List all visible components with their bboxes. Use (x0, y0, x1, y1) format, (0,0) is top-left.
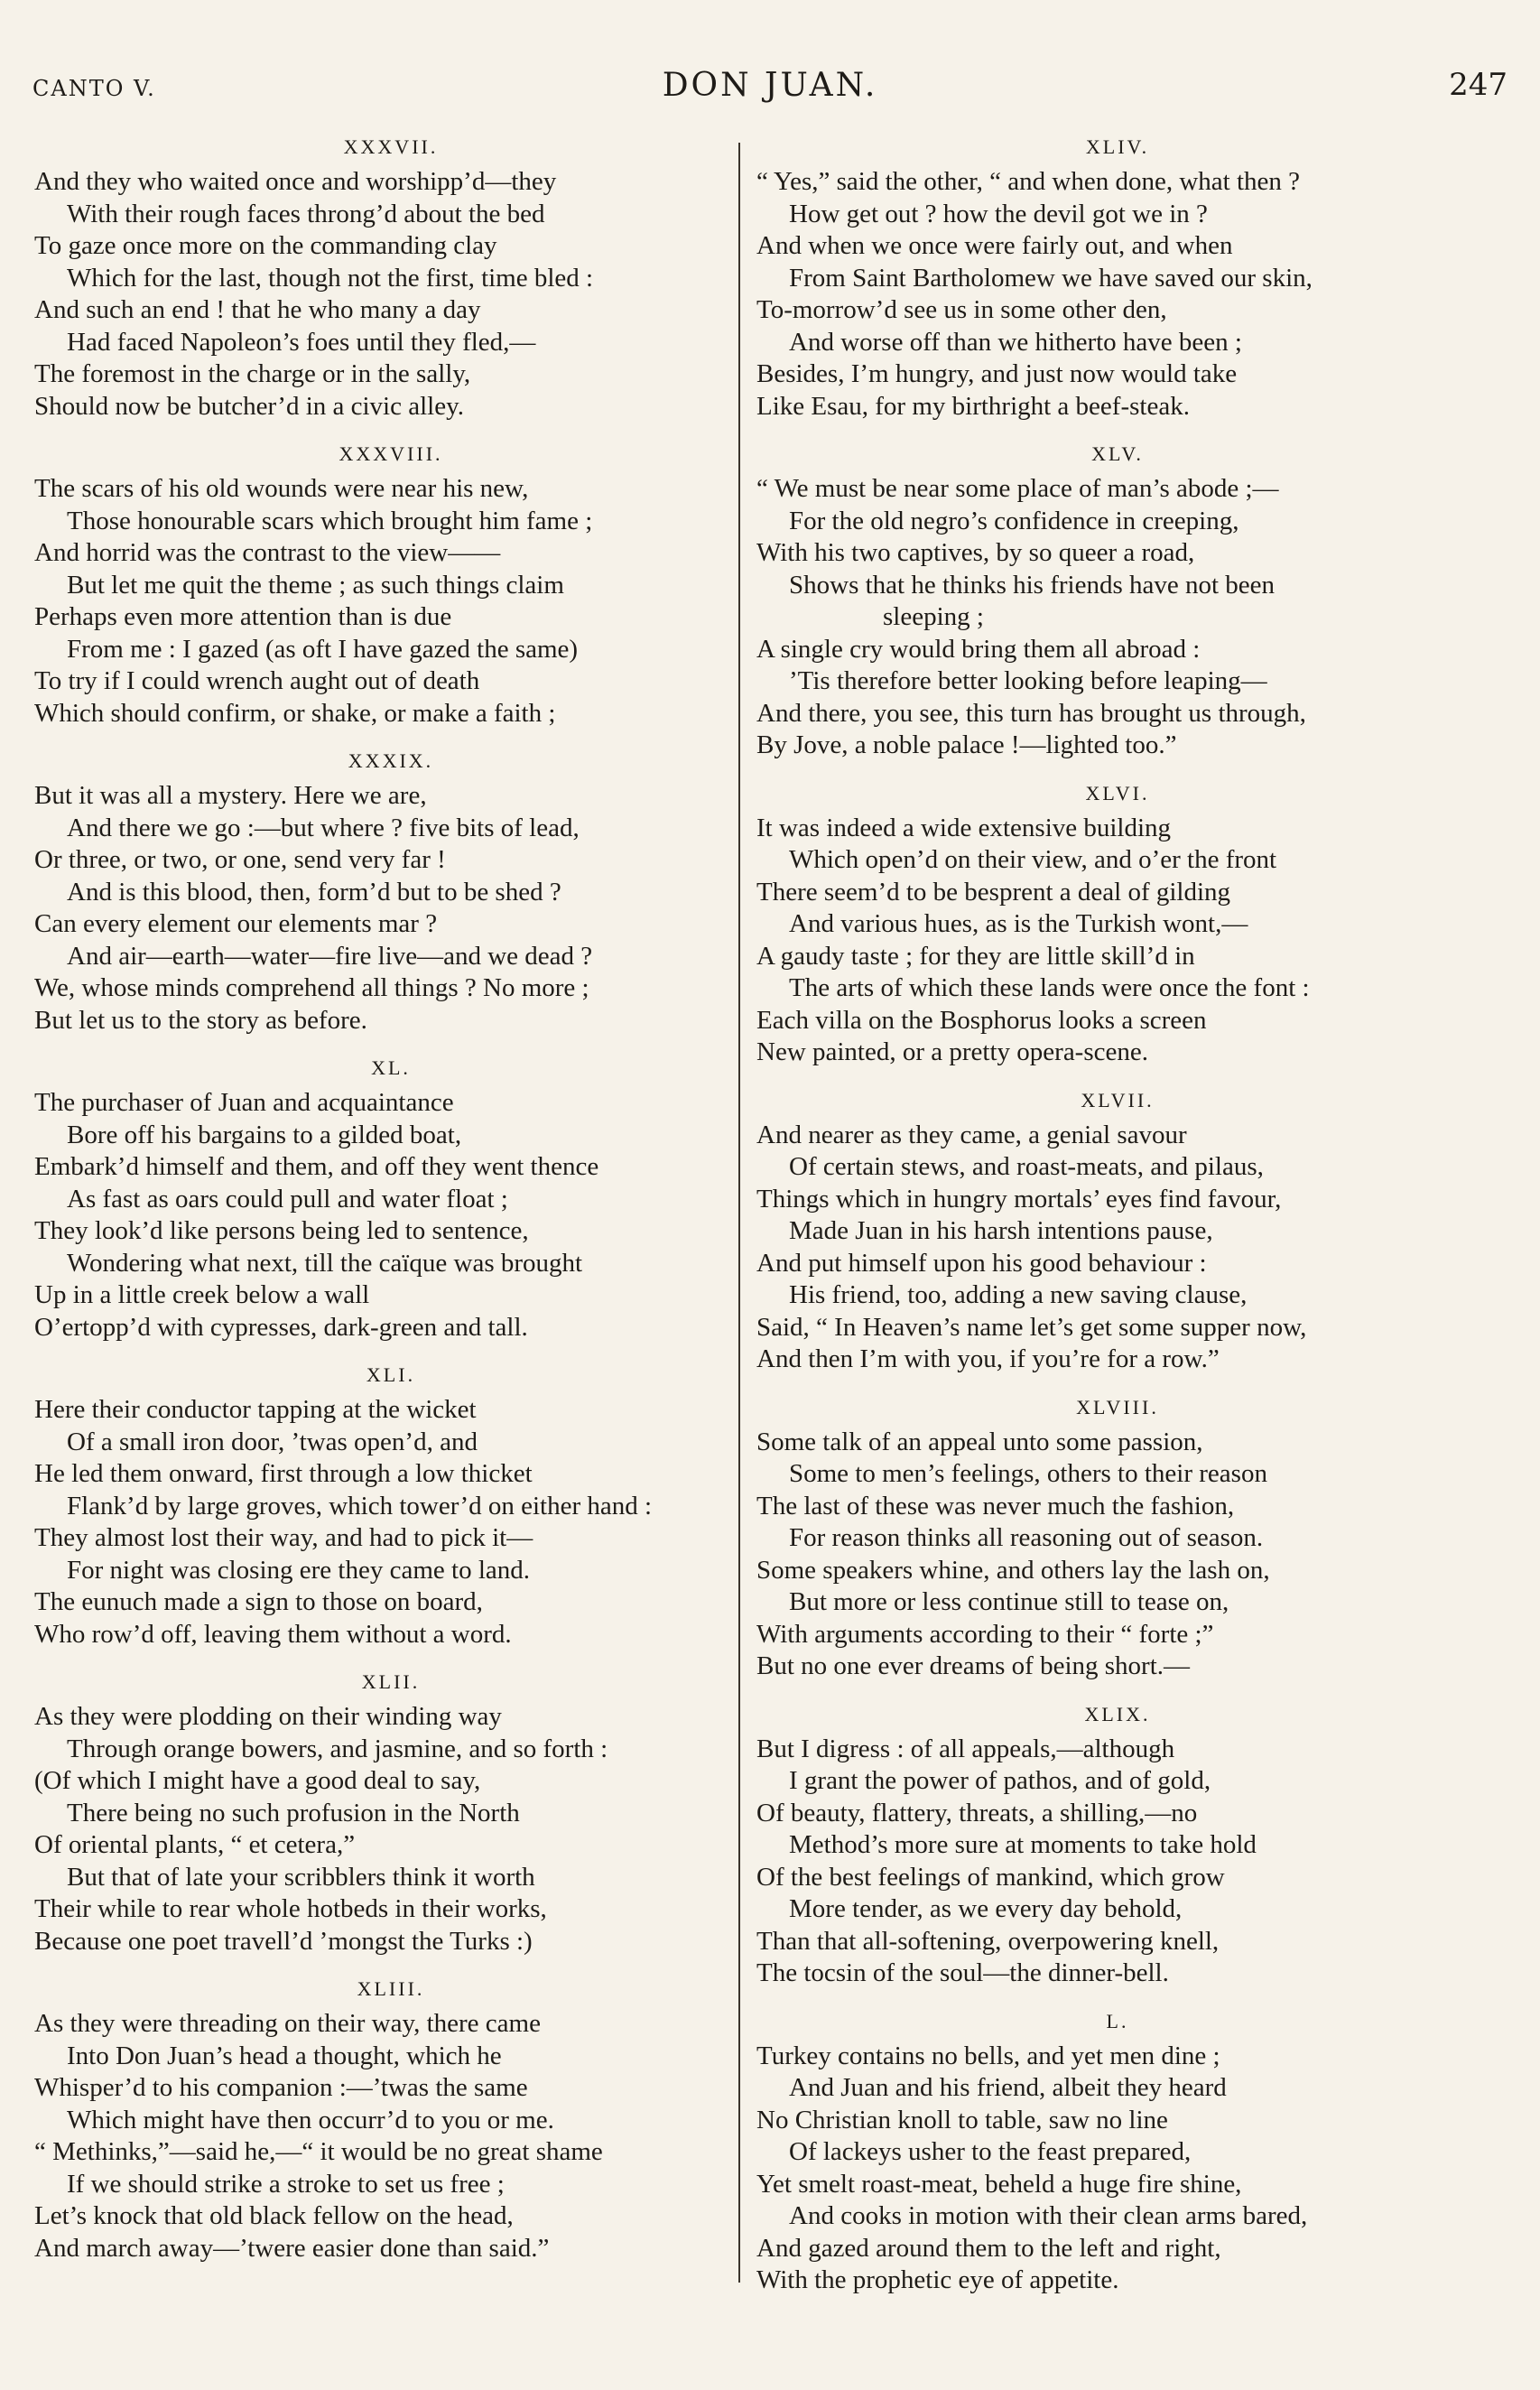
stanza (756, 1703, 1479, 1990)
verse-line: With the prophetic eye of appetite. (756, 2265, 1119, 2294)
verse-line: Had faced Napoleon’s foes until they fled,— (67, 327, 536, 357)
verse-line: I grant the power of pathos, and of gold, (789, 1766, 1211, 1795)
verse-line: But more or less continue still to tease on, (789, 1587, 1229, 1616)
verse-line: As fast as oars could pull and water float ; (67, 1184, 508, 1214)
verse-line: Said, “ In Heaven’s name let’s get some supper now, (756, 1312, 1307, 1342)
verse-line: The arts of which these lands were once the font : (789, 973, 1310, 1002)
verse-line: ’Tis therefore better looking before leaping— (789, 666, 1267, 695)
verse-line: But let us to the story as before. (34, 1005, 367, 1035)
verse-line: Of lackeys usher to the feast prepared, (789, 2137, 1192, 2166)
verse-line: Of the best feelings of mankind, which grow (756, 1862, 1225, 1892)
right-column (756, 135, 1479, 2317)
verse-line: Which open’d on their view, and o’er the front (789, 845, 1277, 874)
verse-line: But no one ever dreams of being short.— (756, 1651, 1191, 1680)
verse-line: The purchaser of Juan and acquaintance (34, 1088, 454, 1117)
stanza (34, 1670, 747, 1958)
verse-line: Should now be butcher’d in a civic alley. (34, 391, 464, 421)
verse-line: But let me quit the theme ; as such things claim (67, 570, 564, 600)
page-header (32, 65, 1508, 110)
verse-line: Can every element our elements mar ? (34, 909, 438, 938)
verse-line: Their while to rear whole hotbeds in their works, (34, 1894, 547, 1923)
verse-line: Bore off his bargains to a gilded boat, (67, 1120, 462, 1149)
verse-line: Some to men’s feelings, others to their reason (789, 1459, 1267, 1488)
verse-line: To try if I could wrench aught out of death (34, 666, 480, 695)
verse-line: No Christian knoll to table, saw no line (756, 2105, 1168, 2134)
verse-line: Into Don Juan’s head a thought, which he (67, 2041, 502, 2070)
verse-line: There being no such profusion in the North (67, 1798, 520, 1827)
verse-line: From Saint Bartholomew we have saved our skin, (789, 263, 1313, 293)
verse-line: If we should strike a stroke to set us free ; (67, 2169, 505, 2199)
verse-line: His friend, too, adding a new saving clause, (789, 1280, 1248, 1309)
verse-line: For night was closing ere they came to land. (67, 1555, 531, 1585)
verse-line: The eunuch made a sign to those on board, (34, 1587, 483, 1616)
stanza-numeral: XLVII. (1081, 1088, 1155, 1111)
stanza-numeral: XLVI. (1085, 781, 1150, 804)
verse-line: Here their conductor tapping at the wicket (34, 1395, 477, 1424)
verse-line: Let’s knock that old black fellow on the head, (34, 2201, 514, 2230)
verse-line: “ We must be near some place of man’s abode ;— (756, 474, 1279, 503)
verse-line: And when we once were fairly out, and when (756, 231, 1233, 260)
verse-line: Method’s more sure at moments to take hold (789, 1830, 1257, 1859)
verse-line: O’ertopp’d with cypresses, dark-green and tall. (34, 1312, 528, 1342)
stanza-numeral: XLII. (361, 1670, 421, 1693)
verse-line: To-morrow’d see us in some other den, (756, 295, 1167, 324)
verse-line: sleeping ; (883, 602, 984, 631)
verse-line: The last of these was never much the fashion, (756, 1491, 1235, 1520)
verse-line: To gaze once more on the commanding clay (34, 231, 497, 260)
verse-line: Each villa on the Bosphorus looks a screen (756, 1005, 1207, 1035)
stanza-numeral: XXXVII. (343, 135, 439, 158)
verse-line: The foremost in the charge or in the sally, (34, 359, 471, 388)
verse-line: And nearer as they came, a genial savour (756, 1120, 1187, 1149)
verse-line: With their rough faces throng’d about the bed (67, 199, 545, 228)
verse-line: And they who waited once and worshipp’d—they (34, 167, 557, 196)
verse-line: But that of late your scribblers think it worth (67, 1862, 535, 1892)
verse-line: Than that all-softening, overpowering knell, (756, 1926, 1220, 1956)
verse-line: Which should confirm, or shake, or make a faith ; (34, 698, 556, 728)
stanza-numeral: XLIV. (1085, 135, 1150, 158)
verse-line: Like Esau, for my birthright a beef-steak. (756, 391, 1190, 421)
stanza-numeral: XLIII. (357, 1977, 425, 2000)
verse-line: Besides, I’m hungry, and just now would take (756, 359, 1238, 388)
verse-line: We, whose minds comprehend all things ? No more ; (34, 973, 589, 1002)
verse-line: Of certain stews, and roast-meats, and pilaus, (789, 1152, 1264, 1181)
stanza (34, 1977, 747, 2264)
stanza (34, 135, 747, 423)
stanza-numeral: XXXIX. (348, 749, 434, 772)
verse-line: “ Yes,” said the other, “ and when done, what then ? (756, 167, 1301, 196)
verse-line: Wondering what next, till the caïque was brought (67, 1248, 583, 1278)
verse-line: The tocsin of the soul—the dinner-bell. (756, 1958, 1169, 1987)
verse-line: And cooks in motion with their clean arms bared, (789, 2201, 1308, 2230)
stanza (756, 135, 1479, 423)
verse-line: Because one poet travell’d ’mongst the Turks :) (34, 1926, 533, 1956)
verse-line: And there we go :—but where ? five bits of lead, (67, 813, 580, 842)
verse-line: Of beauty, flattery, threats, a shilling,—no (756, 1798, 1198, 1827)
canto-label: CANTO V. (32, 76, 156, 101)
stanza-numeral: XLIX. (1084, 1702, 1151, 1725)
stanza-numeral: L. (1106, 2009, 1129, 2032)
verse-line: And various hues, as is the Turkish wont,— (789, 909, 1248, 938)
verse-line: With arguments according to their “ forte ;” (756, 1619, 1214, 1649)
verse-line: As they were threading on their way, there came (34, 2009, 541, 2038)
verse-line: With his two captives, by so queer a road, (756, 538, 1195, 567)
stanza (756, 782, 1479, 1069)
verse-line: And march away—’twere easier done than said.” (34, 2233, 550, 2263)
verse-line: And gazed around them to the left and right, (756, 2233, 1221, 2263)
verse-line: And horrid was the contrast to the view—— (34, 538, 501, 567)
verse-line: There seem’d to be besprent a deal of gilding (756, 877, 1231, 907)
verse-line: Made Juan in his harsh intentions pause, (789, 1216, 1213, 1245)
page-number: 247 (1449, 67, 1508, 103)
verse-line: “ Methinks,”—said he,—“ it would be no great shame (34, 2137, 603, 2166)
verse-line: They almost lost their way, and had to pick it— (34, 1523, 533, 1552)
stanza (34, 749, 747, 1037)
verse-line: And there, you see, this turn has brought us through, (756, 698, 1306, 728)
verse-line: For reason thinks all reasoning out of season. (789, 1523, 1264, 1552)
verse-line: Of a small iron door, ’twas open’d, and (67, 1427, 478, 1456)
verse-line: And put himself upon his good behaviour : (756, 1248, 1207, 1278)
stanza (756, 2010, 1479, 2297)
verse-line: Of oriental plants, “ et cetera,” (34, 1830, 356, 1859)
running-title: DON JUAN. (662, 67, 878, 104)
verse-line: For the old negro’s confidence in creeping, (789, 506, 1239, 535)
verse-line: As they were plodding on their winding way (34, 1702, 502, 1731)
verse-line: And such an end ! that he who many a day (34, 295, 481, 324)
verse-line: Those honourable scars which brought him fame ; (67, 506, 593, 535)
verse-line: Which might have then occurr’d to you or me. (67, 2105, 554, 2134)
verse-line: Flank’d by large groves, which tower’d on either hand : (67, 1491, 653, 1520)
stanza (34, 1363, 747, 1651)
verse-line: Shows that he thinks his friends have not been (789, 570, 1276, 600)
verse-line: Who row’d off, leaving them without a word. (34, 1619, 512, 1649)
verse-line: Turkey contains no bells, and yet men dine ; (756, 2041, 1220, 2070)
stanza-numeral: XXXVIII. (339, 442, 443, 465)
stanza-numeral: XLI. (366, 1363, 416, 1386)
verse-line: New painted, or a pretty opera-scene. (756, 1037, 1148, 1066)
verse-line: Which for the last, though not the first, time bled : (67, 263, 594, 293)
verse-line: A gaudy taste ; for they are little skill’d in (756, 941, 1195, 971)
verse-line: Some speakers whine, and others lay the lash on, (756, 1555, 1270, 1585)
verse-line: But it was all a mystery. Here we are, (34, 781, 427, 810)
stanza (756, 1089, 1479, 1376)
stanza (34, 1056, 747, 1344)
verse-line: Some talk of an appeal unto some passion, (756, 1427, 1203, 1456)
verse-line: By Jove, a noble palace !—lighted too.” (756, 730, 1177, 759)
verse-line: But I digress : of all appeals,—although (756, 1734, 1175, 1763)
stanza-numeral: XL. (371, 1056, 411, 1079)
verse-line: And Juan and his friend, albeit they heard (789, 2073, 1227, 2102)
verse-line: Whisper’d to his companion :—’twas the same (34, 2073, 528, 2102)
verse-line: Things which in hungry mortals’ eyes find favour, (756, 1184, 1282, 1214)
stanza-numeral: XLV. (1091, 442, 1144, 465)
left-column (34, 135, 747, 2284)
verse-line: He led them onward, first through a low thicket (34, 1459, 533, 1488)
verse-line: And worse off than we hitherto have been ; (789, 327, 1242, 357)
stanza (34, 442, 747, 730)
verse-line: More tender, as we every day behold, (789, 1894, 1183, 1923)
verse-line: The scars of his old wounds were near his new, (34, 474, 529, 503)
verse-line: And air—earth—water—fire live—and we dead ? (67, 941, 593, 971)
verse-line: They look’d like persons being led to sentence, (34, 1216, 529, 1245)
verse-line: And then I’m with you, if you’re for a row.” (756, 1344, 1220, 1373)
verse-line: Yet smelt roast-meat, beheld a huge fire shine, (756, 2169, 1242, 2199)
verse-line: Through orange bowers, and jasmine, and so forth : (67, 1734, 608, 1763)
stanza (756, 442, 1479, 762)
verse-line: From me : I gazed (as oft I have gazed the same) (67, 634, 579, 664)
verse-line: Up in a little creek below a wall (34, 1280, 370, 1309)
verse-line: It was indeed a wide extensive building (756, 813, 1172, 842)
verse-line: And is this blood, then, form’d but to be shed ? (67, 877, 561, 907)
verse-line: Embark’d himself and them, and off they went thence (34, 1152, 599, 1181)
verse-line: Perhaps even more attention than is due (34, 602, 452, 631)
verse-line: How get out ? how the devil got we in ? (789, 199, 1208, 228)
verse-line: A single cry would bring them all abroad : (756, 634, 1201, 664)
verse-line: Or three, or two, or one, send very far ! (34, 845, 446, 874)
stanza-numeral: XLVIII. (1076, 1395, 1159, 1418)
stanza (756, 1396, 1479, 1683)
column-divider (738, 143, 740, 2283)
verse-line: (Of which I might have a good deal to say, (34, 1766, 481, 1795)
